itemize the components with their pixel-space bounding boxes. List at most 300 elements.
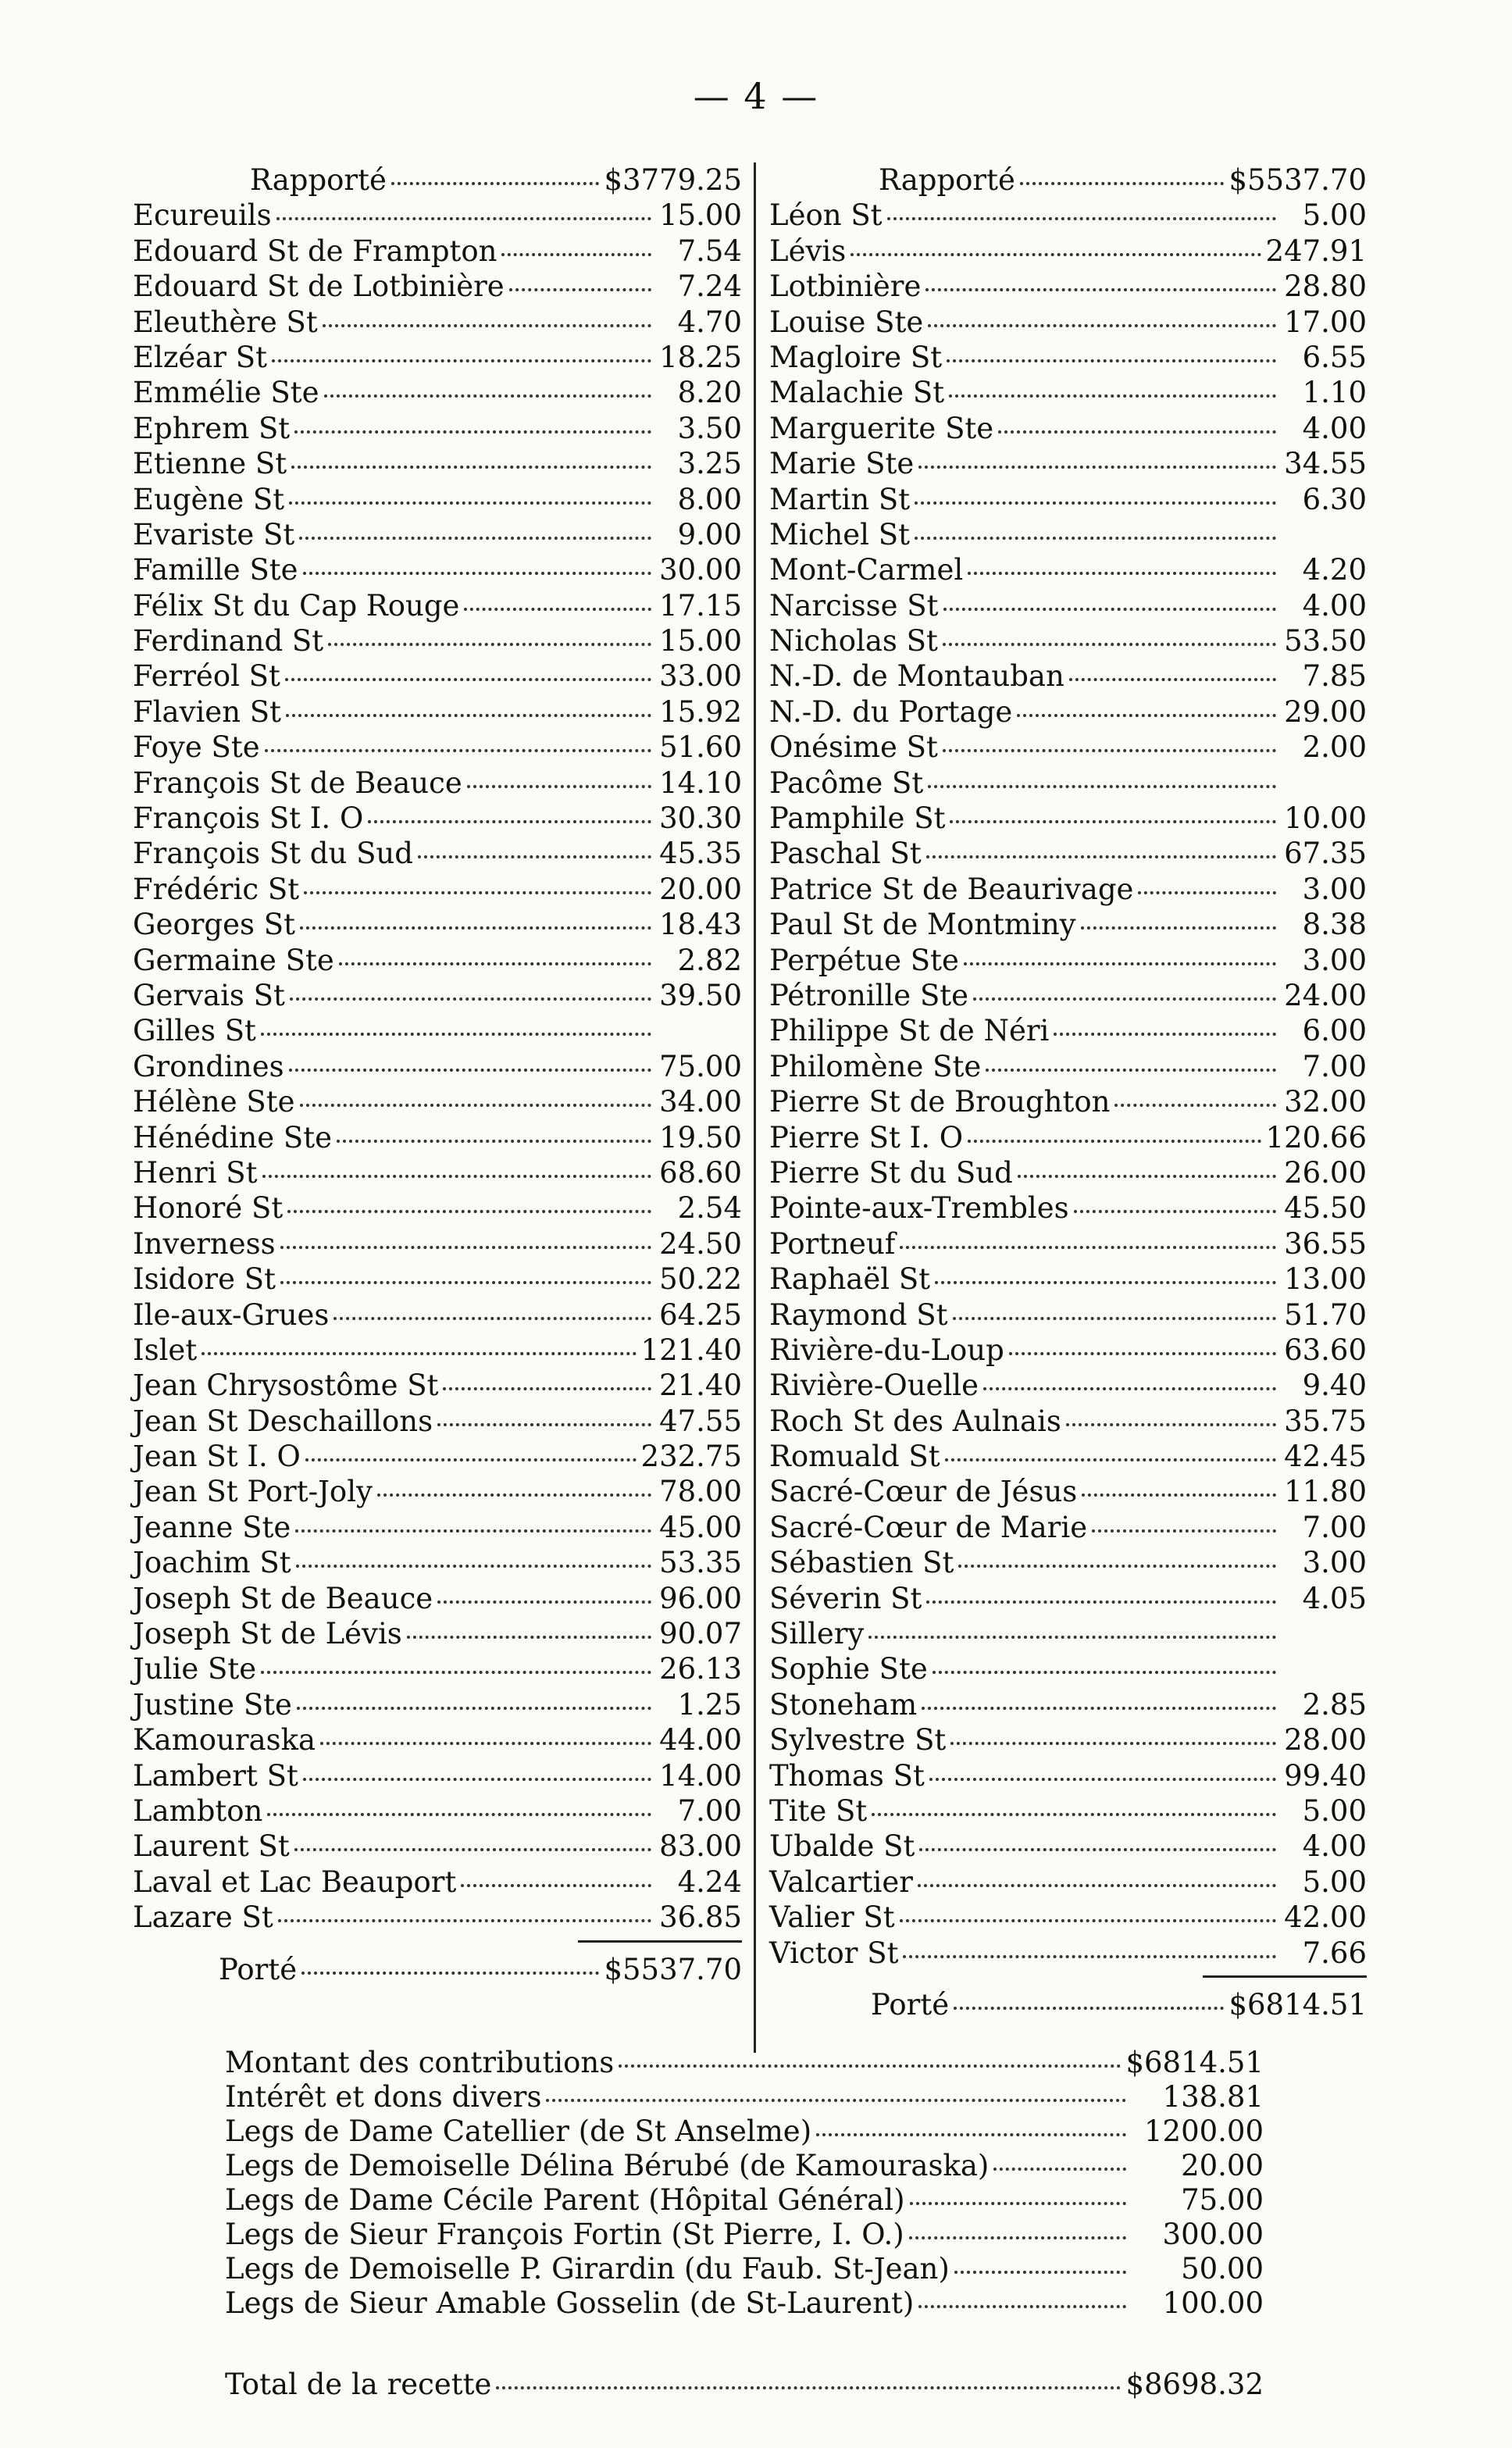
entry-amount: 9.40 [1302, 1369, 1367, 1403]
list-item [133, 1687, 742, 1722]
entry-amount: 17.00 [1284, 305, 1367, 339]
entry-name: Sillery [769, 1617, 865, 1651]
entry-amount: 99.40 [1284, 1758, 1367, 1793]
entry-name: François St de Beauce [133, 765, 462, 800]
list-item [225, 2251, 1264, 2286]
leader-dots [949, 394, 1276, 398]
entry-name: Raphaël St [769, 1262, 931, 1297]
list-item [133, 765, 742, 801]
entry-name: Sophie Ste [769, 1652, 928, 1686]
list-item [133, 801, 742, 836]
entry-name: Romuald St [769, 1440, 940, 1474]
leader-dots [304, 891, 651, 894]
list-item [769, 907, 1367, 942]
entry-amount: 36.85 [659, 1900, 742, 1935]
leader-dots [437, 1600, 651, 1604]
entry-amount: 9.00 [677, 517, 742, 551]
leader-dots [287, 1210, 651, 1213]
entry-name: Joseph St de Lévis [133, 1617, 402, 1651]
list-item [133, 1226, 742, 1261]
list-item [133, 1722, 742, 1757]
leader-dots [261, 1671, 651, 1674]
list-item [769, 234, 1367, 269]
entry-amount: 19.50 [659, 1120, 742, 1154]
entry-name: Pierre St I. O [769, 1120, 964, 1154]
entry-amount: 26.00 [1284, 1155, 1367, 1190]
list-item [769, 446, 1367, 481]
entry-name: Jean Chrysostôme St [133, 1369, 439, 1403]
list-item [133, 1510, 742, 1545]
entry-name: Isidore St [133, 1262, 276, 1297]
entry-name: Nicholas St [769, 624, 938, 658]
list-item [769, 588, 1367, 623]
list-item [133, 1297, 742, 1333]
entry-name: Sylvestre St [769, 1723, 947, 1757]
list-item [769, 482, 1367, 517]
entry-amount: 14.10 [659, 765, 742, 800]
leader-dots [950, 1742, 1276, 1745]
entry-name: Jeanne Ste [133, 1510, 291, 1544]
entry-amount: 5.00 [1302, 198, 1367, 233]
entry-amount: 7.66 [1302, 1936, 1367, 1970]
entry-name: Marie Ste [769, 447, 915, 481]
entry-name: Frédéric St [133, 872, 300, 906]
leader-dots [900, 1919, 1276, 1922]
entry-amount: 6.30 [1302, 482, 1367, 516]
list-item [133, 411, 742, 446]
entry-amount: 39.50 [659, 978, 742, 1012]
list-item [133, 375, 742, 410]
grand-total-row [225, 2367, 1264, 2401]
leader-dots [926, 1600, 1276, 1604]
entry-amount: 300.00 [1162, 2218, 1264, 2251]
entry-name: Kamouraska [133, 1723, 316, 1757]
list-item [769, 1722, 1367, 1757]
entry-name: Laval et Lac Beauport [133, 1865, 457, 1899]
entry-name: Lévis [769, 234, 847, 268]
list-item [133, 730, 742, 765]
entry-name: Patrice St de Beaurivage [769, 872, 1134, 906]
list-item [769, 1865, 1367, 1900]
list-item [133, 1013, 742, 1048]
entry-amount: 21.40 [659, 1369, 742, 1403]
list-item [133, 198, 742, 233]
entry-amount: 34.55 [1284, 447, 1367, 481]
entry-name: Thomas St [769, 1758, 925, 1793]
leader-dots [968, 1140, 1261, 1143]
entry-amount: 29.00 [1284, 694, 1367, 729]
entry-name: Michel St [769, 517, 910, 551]
list-item [769, 1261, 1367, 1297]
entry-amount: 7.00 [677, 1793, 742, 1828]
list-item [133, 1865, 742, 1900]
leader-dots [291, 466, 651, 469]
list-item [133, 552, 742, 587]
entry-amount: 8.20 [677, 376, 742, 410]
entry-name: Joachim St [133, 1546, 291, 1580]
entry-amount: 17.15 [659, 588, 742, 623]
list-item [769, 1474, 1367, 1509]
entry-amount: 83.00 [659, 1829, 742, 1864]
leader-dots [910, 2202, 1126, 2205]
entry-name: Jean St I. O [133, 1440, 301, 1474]
entry-amount: 75.00 [659, 1049, 742, 1083]
entry-amount: 2.85 [1302, 1687, 1367, 1722]
entry-amount: 35.75 [1284, 1404, 1367, 1438]
list-item [133, 1404, 742, 1439]
leader-dots [954, 2271, 1126, 2274]
entry-name: Pétronille Ste [769, 978, 969, 1012]
entry-name: Germaine Ste [133, 943, 334, 977]
leader-dots [368, 820, 651, 823]
leader-dots [377, 1493, 651, 1497]
entry-name: Grondines [133, 1049, 284, 1083]
list-item [769, 1226, 1367, 1261]
entry-amount: 7.00 [1302, 1510, 1367, 1544]
leader-dots [953, 1317, 1276, 1320]
list-item [133, 872, 742, 907]
list-item [133, 1439, 742, 1474]
entry-name: Hénédine Ste [133, 1120, 333, 1154]
list-item [133, 1829, 742, 1864]
leader-dots [909, 2236, 1126, 2239]
entry-name: Pamphile St [769, 801, 946, 836]
entry-amount: 20.00 [1181, 2149, 1264, 2182]
entry-amount: 7.85 [1302, 659, 1367, 694]
entry-name: Ecureuils [133, 198, 272, 233]
entry-amount: 11.80 [1284, 1475, 1367, 1509]
carried-forward-row [769, 162, 1367, 198]
entry-name: Eugène St [133, 482, 285, 516]
entry-name: Félix St du Cap Rouge [133, 588, 460, 623]
entry-name: Joseph St de Beauce [133, 1581, 433, 1615]
entry-name: Emmélie Ste [133, 376, 319, 410]
list-item [769, 1297, 1367, 1333]
entry-amount: 75.00 [1181, 2183, 1264, 2217]
entry-name: Narcisse St [769, 588, 939, 623]
leader-dots [964, 962, 1276, 965]
list-item [769, 1368, 1367, 1403]
entry-name: Pierre St de Broughton [769, 1085, 1111, 1119]
leader-dots [915, 501, 1276, 505]
leader-dots [1081, 926, 1276, 930]
entry-amount: 64.25 [659, 1297, 742, 1332]
page-number: — 4 — [693, 75, 819, 117]
entry-name: Lazare St [133, 1900, 273, 1935]
list-item [225, 2182, 1264, 2217]
list-item [225, 2079, 1264, 2114]
entry-amount: 96.00 [659, 1581, 742, 1615]
entry-name: Lotbinière [769, 269, 922, 304]
entry-name: Inverness [133, 1226, 276, 1261]
leader-dots [320, 1742, 651, 1745]
entry-amount: 7.54 [677, 234, 742, 268]
leader-dots [918, 1884, 1276, 1887]
entry-amount: 15.00 [659, 624, 742, 658]
entry-amount: 90.07 [659, 1617, 742, 1651]
entry-amount: $6814.51 [1125, 2046, 1264, 2079]
list-item [133, 1793, 742, 1829]
entry-amount: 100.00 [1162, 2286, 1264, 2320]
carried-forward-row [133, 162, 742, 198]
entry-name: Legs de Demoiselle P. Girardin (du Faub. St-Jean) [225, 2252, 950, 2286]
entry-amount: 34.00 [659, 1085, 742, 1119]
entry-amount: 67.35 [1284, 837, 1367, 871]
list-item [769, 1900, 1367, 1935]
entry-amount: 7.24 [677, 269, 742, 304]
total-rule [1203, 1975, 1367, 1978]
entry-name: Magloire St [769, 340, 943, 374]
leader-dots [324, 394, 651, 398]
entry-name: Sacré-Cœur de Jésus [769, 1475, 1078, 1509]
leader-dots [261, 1033, 651, 1036]
entry-amount: 138.81 [1162, 2080, 1264, 2114]
leader-dots [943, 643, 1276, 646]
entry-name: Victor St [769, 1936, 899, 1970]
entry-name: Valier St [769, 1900, 895, 1935]
entry-name: Edouard St de Frampton [133, 234, 497, 268]
leader-dots [437, 1423, 651, 1426]
leader-dots [467, 785, 651, 788]
entry-name: Rivière-du-Loup [769, 1333, 1004, 1367]
entry-amount: 4.00 [1302, 588, 1367, 623]
leader-dots [333, 1317, 651, 1320]
list-item [769, 978, 1367, 1013]
leader-dots [998, 430, 1276, 434]
entry-amount: 4.00 [1302, 1829, 1367, 1864]
leader-dots [983, 1387, 1276, 1390]
entry-name: Famille Ste [133, 553, 298, 587]
entry-amount: 28.00 [1284, 1723, 1367, 1757]
entry-name: Lambton [133, 1793, 263, 1828]
entry-name: N.-D. de Montauban [769, 659, 1064, 694]
entry-name: Onésime St [769, 730, 938, 765]
list-item [133, 1084, 742, 1119]
list-item [769, 1439, 1367, 1474]
column-divider [754, 162, 756, 2053]
leader-dots [278, 1919, 651, 1922]
leader-dots [1020, 182, 1225, 185]
entry-name: Intérêt et dons divers [225, 2080, 542, 2114]
entry-amount: 24.50 [659, 1226, 742, 1261]
leader-dots [337, 1140, 651, 1143]
leader-dots [903, 1955, 1276, 1958]
entry-amount: 45.50 [1284, 1191, 1367, 1226]
summary-gap [225, 2320, 1264, 2367]
entry-name: Eleuthère St [133, 305, 318, 339]
list-item [133, 978, 742, 1013]
summary-lines-list [225, 2045, 1264, 2320]
list-item [225, 2045, 1264, 2079]
entry-name: Flavien St [133, 694, 282, 729]
list-item [133, 1474, 742, 1509]
list-item [769, 765, 1367, 801]
leader-dots [993, 2168, 1126, 2171]
leader-dots [201, 1352, 636, 1355]
entry-amount: 3.50 [677, 411, 742, 445]
leader-dots [950, 820, 1276, 823]
leader-dots [295, 1529, 651, 1533]
list-item [133, 1190, 742, 1226]
entry-amount: 51.60 [659, 730, 742, 765]
carried-forward-amount: $3779.25 [604, 163, 742, 197]
leader-dots [443, 1387, 651, 1390]
entry-amount: 30.00 [659, 553, 742, 587]
entry-name: Pointe-aux-Trembles [769, 1191, 1069, 1226]
list-item [133, 1155, 742, 1190]
entry-amount: 18.25 [659, 340, 742, 374]
entry-amount: 33.00 [659, 659, 742, 694]
list-item [769, 198, 1367, 233]
entry-name: Legs de Dame Cécile Parent (Hôpital Général) [225, 2183, 905, 2217]
list-item [133, 305, 742, 340]
entry-amount: 26.13 [659, 1652, 742, 1686]
leader-dots [918, 2305, 1126, 2308]
list-item [769, 730, 1367, 765]
list-item [769, 658, 1367, 694]
entry-amount: 121.40 [640, 1333, 742, 1367]
entry-amount: 50.22 [659, 1262, 742, 1297]
entry-amount: 3.00 [1302, 943, 1367, 977]
entry-name: Jean St Deschaillons [133, 1404, 433, 1438]
entry-amount: 53.50 [1284, 624, 1367, 658]
list-item [769, 1581, 1367, 1616]
leader-dots [887, 217, 1276, 220]
list-item [133, 1368, 742, 1403]
entry-name: Portneuf [769, 1226, 896, 1261]
leader-dots [407, 1636, 651, 1639]
entry-name: Edouard St de Lotbinière [133, 269, 505, 304]
entry-amount: 42.45 [1284, 1440, 1367, 1474]
entry-amount: 30.30 [659, 801, 742, 836]
entry-name: Louise Ste [769, 305, 924, 339]
entry-amount: 53.35 [659, 1546, 742, 1580]
entry-amount: 18.43 [659, 908, 742, 942]
leader-dots [262, 1175, 652, 1178]
list-item [225, 2114, 1264, 2148]
grand-total-label: Total de la recette [225, 2368, 492, 2401]
entry-amount: 6.00 [1302, 1014, 1367, 1048]
leader-dots [300, 926, 651, 930]
list-item [133, 446, 742, 481]
list-item [769, 801, 1367, 836]
leader-dots [289, 1069, 651, 1072]
leader-dots [619, 2064, 1121, 2068]
list-item [133, 1581, 742, 1616]
list-item [133, 1261, 742, 1297]
leader-dots [328, 643, 651, 646]
right-entries-list [769, 198, 1367, 1971]
list-item [769, 1616, 1367, 1651]
leader-dots [945, 1458, 1276, 1461]
entry-name: Sacré-Cœur de Marie [769, 1510, 1088, 1544]
entry-name: Martin St [769, 482, 911, 516]
list-item [133, 482, 742, 517]
carried-total-row [133, 1952, 742, 1987]
entry-amount: 15.92 [659, 694, 742, 729]
entry-amount: 232.75 [640, 1440, 742, 1474]
right-column [769, 162, 1367, 2022]
entry-name: Roch St des Aulnais [769, 1404, 1061, 1438]
leader-dots [1069, 678, 1276, 681]
entry-name: Ferdinand St [133, 624, 324, 658]
entry-name: Julie Ste [133, 1652, 257, 1686]
list-item [769, 552, 1367, 587]
entry-amount: 68.60 [659, 1155, 742, 1190]
entry-name: Marguerite Ste [769, 411, 994, 445]
entry-name: Elzéar St [133, 340, 267, 374]
leader-dots [986, 1069, 1276, 1072]
entry-name: Laurent St [133, 1829, 290, 1864]
list-item [769, 411, 1367, 446]
entry-name: François St du Sud [133, 837, 413, 871]
leader-dots [1054, 1033, 1276, 1036]
list-item [769, 694, 1367, 730]
list-item [769, 1758, 1367, 1793]
list-item [225, 2286, 1264, 2320]
entry-amount: 50.00 [1181, 2252, 1264, 2286]
leader-dots [303, 1778, 651, 1781]
carried-total-amount: $5537.70 [604, 1952, 742, 1986]
leader-dots [509, 288, 651, 291]
entry-name: Rivière-Ouelle [769, 1369, 979, 1403]
entry-amount: 4.05 [1302, 1581, 1367, 1615]
leader-dots [926, 855, 1276, 858]
list-item [133, 658, 742, 694]
entry-name: Legs de Sieur Amable Gosselin (de St-Laurent) [225, 2286, 915, 2320]
leader-dots [305, 1458, 637, 1461]
leader-dots [276, 217, 651, 220]
leader-dots [872, 1813, 1276, 1816]
entry-amount: 6.55 [1302, 340, 1367, 374]
leader-dots [290, 997, 651, 1001]
leader-dots [973, 997, 1276, 1001]
leader-dots [943, 749, 1276, 752]
list-item [133, 1651, 742, 1686]
entry-name: Legs de Demoiselle Délina Bérubé (de Kamouraska) [225, 2149, 990, 2182]
entry-amount: 24.00 [1284, 978, 1367, 1012]
leader-dots [919, 1848, 1276, 1851]
leader-dots [928, 324, 1276, 327]
leader-dots [1092, 1529, 1276, 1533]
entry-name: Gervais St [133, 978, 285, 1012]
entry-name: Ferréol St [133, 659, 280, 694]
list-item [769, 943, 1367, 978]
entry-name: Henri St [133, 1155, 258, 1190]
leader-dots [289, 501, 651, 505]
entry-amount: 3.00 [1302, 1546, 1367, 1580]
entry-amount: 4.20 [1302, 553, 1367, 587]
entry-amount: 7.00 [1302, 1049, 1367, 1083]
list-item [769, 1651, 1367, 1686]
leader-dots [301, 1972, 599, 1975]
list-item [133, 943, 742, 978]
entry-amount: 20.00 [659, 872, 742, 906]
leader-dots [935, 1281, 1276, 1284]
entry-amount: 4.00 [1302, 411, 1367, 445]
list-item [225, 2217, 1264, 2251]
list-item [769, 1049, 1367, 1084]
entry-amount: 47.55 [659, 1404, 742, 1438]
list-item [133, 1333, 742, 1368]
leader-dots [294, 430, 651, 434]
list-item [769, 375, 1367, 410]
leader-dots [958, 1565, 1276, 1568]
entry-name: Sébastien St [769, 1546, 954, 1580]
leader-dots [280, 1281, 651, 1284]
entry-amount: 2.54 [677, 1191, 742, 1226]
entry-amount: 15.00 [659, 198, 742, 233]
